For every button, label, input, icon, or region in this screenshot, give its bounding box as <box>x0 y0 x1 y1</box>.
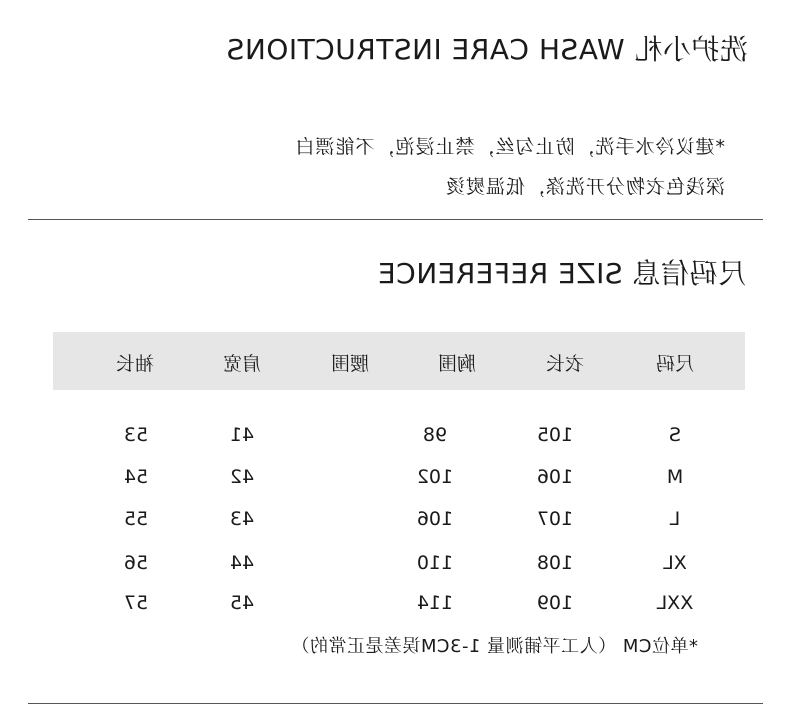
table-cell: 54 <box>123 466 149 488</box>
table-cell: M <box>666 466 684 488</box>
wash-care-line-1: *建议冷水手洗，防止勾丝，禁止浸泡，不能漂白 <box>294 136 725 158</box>
table-cell: 41 <box>229 424 255 446</box>
table-cell: 108 <box>536 552 574 574</box>
table-cell: 55 <box>123 508 149 530</box>
table-cell: 110 <box>416 552 454 574</box>
table-cell: 114 <box>416 592 454 614</box>
table-cell: 102 <box>416 466 454 488</box>
table-cell: S <box>668 424 682 446</box>
table-cell: 107 <box>536 508 574 530</box>
table-cell: 42 <box>229 466 255 488</box>
table-cell: L <box>669 508 681 530</box>
table-cell: 53 <box>123 424 149 446</box>
table-cell: 44 <box>229 552 255 574</box>
table-cell: XXL <box>656 592 694 614</box>
header-length: 衣长 <box>546 353 585 375</box>
header-sleeve: 袖长 <box>116 353 155 375</box>
table-cell: 109 <box>536 592 574 614</box>
table-cell: 106 <box>416 508 454 530</box>
wash-care-line-2: 深浅色衣物分开洗涤，低温熨烫 <box>444 176 725 198</box>
section-divider-top <box>28 219 763 220</box>
measurement-note: *单位CM （人工平铺测量 1-3CM误差是正常的） <box>290 636 698 657</box>
size-reference-title: 尺码信息 SIZE REFERENCE <box>377 257 746 290</box>
header-size: 尺码 <box>656 353 695 375</box>
section-divider-bottom <box>28 703 763 704</box>
header-chest: 胸围 <box>438 353 477 375</box>
wash-care-title: 洗护小札 WASH CARE INSTRUCTIONS <box>226 33 748 66</box>
table-cell: 98 <box>422 424 448 446</box>
header-shoulder: 肩宽 <box>223 353 262 375</box>
header-waist: 腰围 <box>331 353 370 375</box>
table-cell: 56 <box>123 552 149 574</box>
table-cell: 105 <box>536 424 574 446</box>
table-cell: 43 <box>229 508 255 530</box>
table-cell: XL <box>663 552 687 574</box>
table-cell: 45 <box>229 592 255 614</box>
table-cell: 57 <box>123 592 149 614</box>
table-cell: 106 <box>536 466 574 488</box>
